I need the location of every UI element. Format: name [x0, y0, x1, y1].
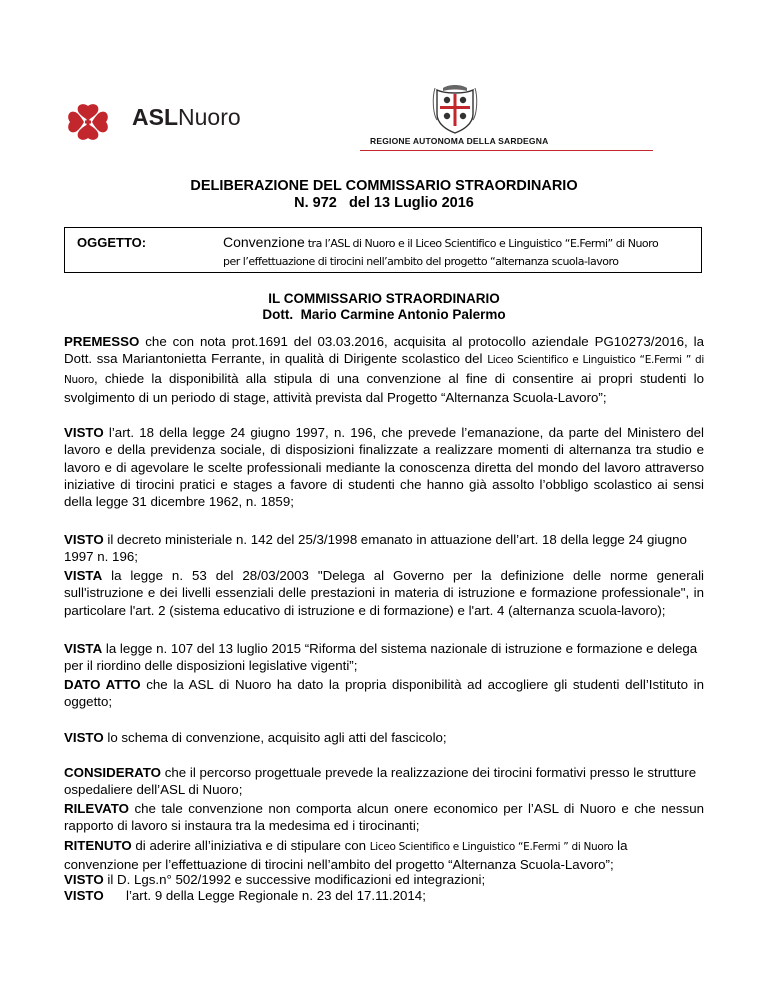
vista-paragraph-2: VISTA la legge n. 107 del 13 luglio 2015 “Riforma del sistema nazionale di istruzione e formazione e delega per il riordino delle disposizioni legislative vigenti”;: [64, 641, 698, 674]
dato-atto-paragraph: DATO ATTO che la ASL di Nuoro ha dato la propria disponibilità ad accogliere gli studenti dell’Istituto in oggetto;: [64, 677, 704, 710]
commissario-name: Dott. Mario Carmine Antonio Palermo: [262, 307, 506, 322]
commissario-heading: IL COMMISSARIO STRAORDINARIO: [268, 291, 500, 306]
visto-paragraph-1: VISTO l’art. 18 della legge 24 giugno 1997, n. 196, che prevede l’emanazione, da parte del Ministero del lavoro e della previdenza sociale, di disposizioni finalizzate a realizzare momenti di alternanza tra studio e lavoro e di agevolare le scelte professionali mediante la conoscenza diretta del mondo del lavoro attraverso iniziative di tirocini pratici e stages a favore di studenti che hanno già assolto l’obbligo scolastico ai sensi della legge 31 dicembre 1962, n. 1859;: [64, 425, 704, 510]
asl-brand-name: ASLNuoro: [132, 104, 241, 130]
visto-paragraph-4: VISTO il D. Lgs.n° 502/1992 e successive modificazioni ed integrazioni;: [64, 872, 486, 887]
deliberation-number: N. 972 del 13 Luglio 2016: [294, 195, 474, 211]
ritenuto-paragraph: RITENUTO di aderire all’iniziativa e di stipulare con Liceo Scientifico e Linguistico “E.Fermi ” di Nuoro la convenzione per l’effettuazione di tirocini nell’ambito del progetto “Alternanza Scuola-Lavoro”;: [64, 838, 628, 873]
premesso-paragraph: PREMESSO che con nota prot.1691 del 03.03.2016, acquisita al protocollo aziendale PG10273/2016, la Dott. ssa Mariantonietta Ferrante, in qualità di Dirigente scolastico del Liceo Scientifico e Linguistico “E.Fermi ” di Nuoro, chiede la disponibilità alla stipula di una convenzione al fine di consentire ai propri studenti lo svolgimento di un periodo di stage, attività prevista dal Progetto “Alternanza Scuola-Lavoro”;: [64, 334, 704, 405]
deliberation-title: DELIBERAZIONE DEL COMMISSARIO STRAORDINARIO: [190, 178, 578, 194]
considerato-paragraph: CONSIDERATO che il percorso progettuale prevede la realizzazione dei tirocini formativi presso le strutture ospedaliere dell’ASL di Nuoro;: [64, 765, 697, 798]
header-divider: [360, 150, 653, 151]
asl-cross-hearts-icon: [66, 103, 126, 141]
visto-paragraph-3: VISTO lo schema di convenzione, acquisito agli atti del fascicolo;: [64, 730, 447, 745]
oggetto-label: OGGETTO:: [77, 235, 147, 250]
region-name: REGIONE AUTONOMA DELLA SARDEGNA: [370, 136, 549, 146]
visto-paragraph-5: VISTO l’art. 9 della Legge Regionale n. 23 del 17.11.2014;: [64, 888, 426, 903]
oggetto-text: Convenzione tra l’ASL di Nuoro e il Liceo Scientifico e Linguistico “E.Fermi” di Nuoro per l’effettuazione di tirocini nell’ambito del progetto “alternanza scuola-lavoro: [223, 234, 659, 268]
visto-paragraph-2: VISTO il decreto ministeriale n. 142 del 25/3/1998 emanato in attuazione dell’art. 18 della legge 24 giugno 1997 n. 196;: [64, 532, 687, 565]
rilevato-paragraph: RILEVATO che tale convenzione non comporta alcun onere economico per l’ASL di Nuoro e che nessun rapporto di lavoro si instaura tra la medesima ed i tirocinanti;: [64, 801, 704, 834]
sardinia-crest-icon: [431, 84, 479, 134]
oggetto-box: [64, 227, 702, 273]
vista-paragraph-1: VISTA la legge n. 53 del 28/03/2003 "Delega al Governo per la definizione delle norme generali sull'istruzione e dei livelli essenziali delle prestazioni in materia di istruzione e formazione professionale", in particolare l'art. 2 (sistema educativo di istruzione e di formazione) e l'art. 4 (alternanza scuola-lavoro);: [64, 568, 704, 618]
